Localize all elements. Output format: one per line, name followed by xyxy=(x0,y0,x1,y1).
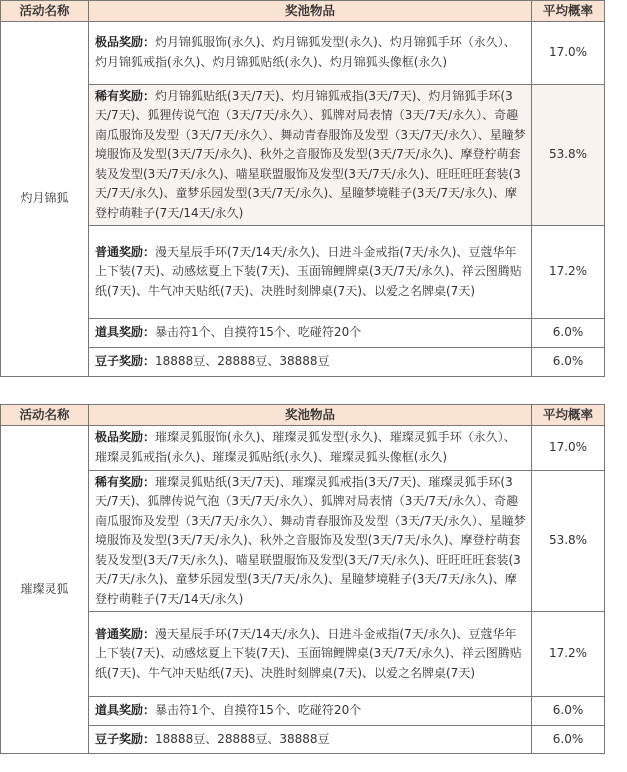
prize-items-cell xyxy=(89,470,532,612)
table-row xyxy=(1,425,605,470)
prize-items: 璀璨灵狐服饰(永久)、璀璨灵狐发型(永久)、璀璨灵狐手环（永久）、璀璨灵狐戒指(永久)、璀璨灵狐贴纸(永久)、璀璨灵狐头像框(永久) xyxy=(95,430,516,464)
table-row xyxy=(1,725,605,754)
tier-label: 道具奖励 xyxy=(95,325,144,340)
tier-label: 极品奖励 xyxy=(95,35,144,49)
tier-separator: ： xyxy=(143,474,156,489)
table-row xyxy=(1,697,605,726)
table-row xyxy=(1,470,605,612)
tier-separator: ： xyxy=(143,244,156,259)
prize-items-cell xyxy=(89,697,532,726)
prize-items: 18888豆、28888豆、38888豆 xyxy=(155,731,330,746)
tier-separator: ： xyxy=(143,430,156,444)
header-items: 奖池物品 xyxy=(89,405,532,426)
tier-label: 普通奖励 xyxy=(95,244,144,259)
probability: 17.2% xyxy=(532,612,605,697)
header-activity: 活动名称 xyxy=(1,1,89,22)
prize-items: 灼月锦狐服饰(永久)、灼月锦狐发型(永久)、灼月锦狐手环（永久）、灼月锦狐戒指(永久)、灼月锦狐贴纸(永久)、灼月锦狐头像框(永久) xyxy=(95,35,516,69)
prize-items: 璀璨灵狐贴纸(3天/7天)、璀璨灵狐戒指(3天/7天)、璀璨灵狐手环(3天/7天)、狐牌传说气泡（3天/7天/永久）、狐牌对局表情（3天/7天/永久）、奇趣南瓜服饰及发型（3天/7天/永久）、舞动青春服饰及发型（3天/7天/永久）、星瞳梦境服饰及发型(3天/7天/永久)、秋外之音服饰及发型(3天/7天/永久)、摩登柠萌套装及发型(3天/7天/永久)、喵星联盟服饰及发型(3天/7天/永久)、旺旺旺旺套装(3天/7天/永久)、童梦乐园发型(3天/7天/永久)、星瞳梦境鞋子(3天/7天/永久)、摩登柠萌鞋子(7天/14天/永久) xyxy=(95,474,526,606)
table-header-row xyxy=(1,1,605,22)
table-header-row xyxy=(1,405,605,426)
header-items: 奖池物品 xyxy=(89,1,532,22)
probability: 17.2% xyxy=(532,226,605,319)
probability: 17.0% xyxy=(532,21,605,84)
prize-items-cell xyxy=(89,725,532,754)
prize-items-cell xyxy=(89,612,532,697)
table-row xyxy=(1,21,605,84)
table-row xyxy=(1,319,605,348)
activity-name: 灼月锦狐 xyxy=(1,21,89,377)
probability: 53.8% xyxy=(532,470,605,612)
tier-separator: ： xyxy=(143,35,156,49)
prize-table-1 xyxy=(0,0,605,377)
tier-label: 豆子奖励 xyxy=(95,731,144,746)
prize-items: 漫天星辰手环(7天/14天/永久)、日进斗金戒指(7天/永久)、豆蔻华年上下装(7天)、动感炫夏上下装(7天)、玉面锦鲤牌桌(3天/7天/永久)、祥云图腾贴纸(7天)、牛气冲天贴纸(7天)、决胜时刻牌桌(7天)、以爱之名牌桌(7天) xyxy=(95,244,522,298)
tier-label: 豆子奖励 xyxy=(95,354,144,369)
tier-label: 普通奖励 xyxy=(95,626,144,641)
prize-items: 暴击符1个、自摸符15个、吃碰符20个 xyxy=(155,703,362,717)
prize-items: 漫天星辰手环(7天/14天/永久)、日进斗金戒指(7天/永久)、豆蔻华年上下装(7天)、动感炫夏上下装(7天)、玉面锦鲤牌桌(3天/7天/永久)、祥云图腾贴纸(7天)、牛气冲天贴纸(7天)、决胜时刻牌桌(7天)、以爱之名牌桌(7天) xyxy=(95,626,522,680)
probability: 17.0% xyxy=(532,425,605,470)
table-row xyxy=(1,348,605,377)
tier-label: 极品奖励 xyxy=(95,430,144,444)
tier-separator: ： xyxy=(143,354,156,369)
probability: 6.0% xyxy=(532,348,605,377)
probability: 6.0% xyxy=(532,697,605,726)
header-activity: 活动名称 xyxy=(1,405,89,426)
table-row xyxy=(1,226,605,319)
prize-items: 暴击符1个、自摸符15个、吃碰符20个 xyxy=(155,325,362,340)
tier-separator: ： xyxy=(143,626,156,641)
prize-items-cell xyxy=(89,425,532,470)
prize-items-cell xyxy=(89,84,532,226)
header-prob: 平均概率 xyxy=(532,405,605,426)
table-row xyxy=(1,84,605,226)
tier-label: 道具奖励 xyxy=(95,703,144,717)
probability: 6.0% xyxy=(532,319,605,348)
tier-separator: ： xyxy=(143,731,156,746)
tier-label: 稀有奖励 xyxy=(95,474,144,489)
prize-items: 18888豆、28888豆、38888豆 xyxy=(155,354,330,369)
prize-table-2 xyxy=(0,404,605,754)
table-row xyxy=(1,612,605,697)
prize-items-cell xyxy=(89,348,532,377)
tier-label: 稀有奖励 xyxy=(95,88,144,103)
activity-name: 璀璨灵狐 xyxy=(1,425,89,754)
prize-items-cell xyxy=(89,226,532,319)
prize-items: 灼月锦狐贴纸(3天/7天)、灼月锦狐戒指(3天/7天)、灼月锦狐手环(3天/7天)、狐狸传说气泡（3天/7天/永久）、狐牌对局表情（3天/7天/永久）、奇趣南瓜服饰及发型（3天/7天/永久）、舞动青春服饰及发型（3天/7天/永久）、星瞳梦境服饰及发型(3天/7天/永久)、秋外之音服饰及发型(3天/7天/永久)、摩登柠萌套装及发型(3天/7天/永久)、喵星联盟服饰及发型(3天/7天/永久)、旺旺旺旺套装(3天/7天/永久)、童梦乐园发型(3天/7天/永久)、星瞳梦境鞋子(3天/7天/永久)、摩登柠萌鞋子(7天/14天/永久) xyxy=(95,88,526,220)
probability: 53.8% xyxy=(532,84,605,226)
header-prob: 平均概率 xyxy=(532,1,605,22)
tier-separator: ： xyxy=(143,88,156,103)
tier-separator: ： xyxy=(143,703,156,717)
tier-separator: ： xyxy=(143,325,156,340)
prize-items-cell xyxy=(89,319,532,348)
probability: 6.0% xyxy=(532,725,605,754)
prize-items-cell xyxy=(89,21,532,84)
